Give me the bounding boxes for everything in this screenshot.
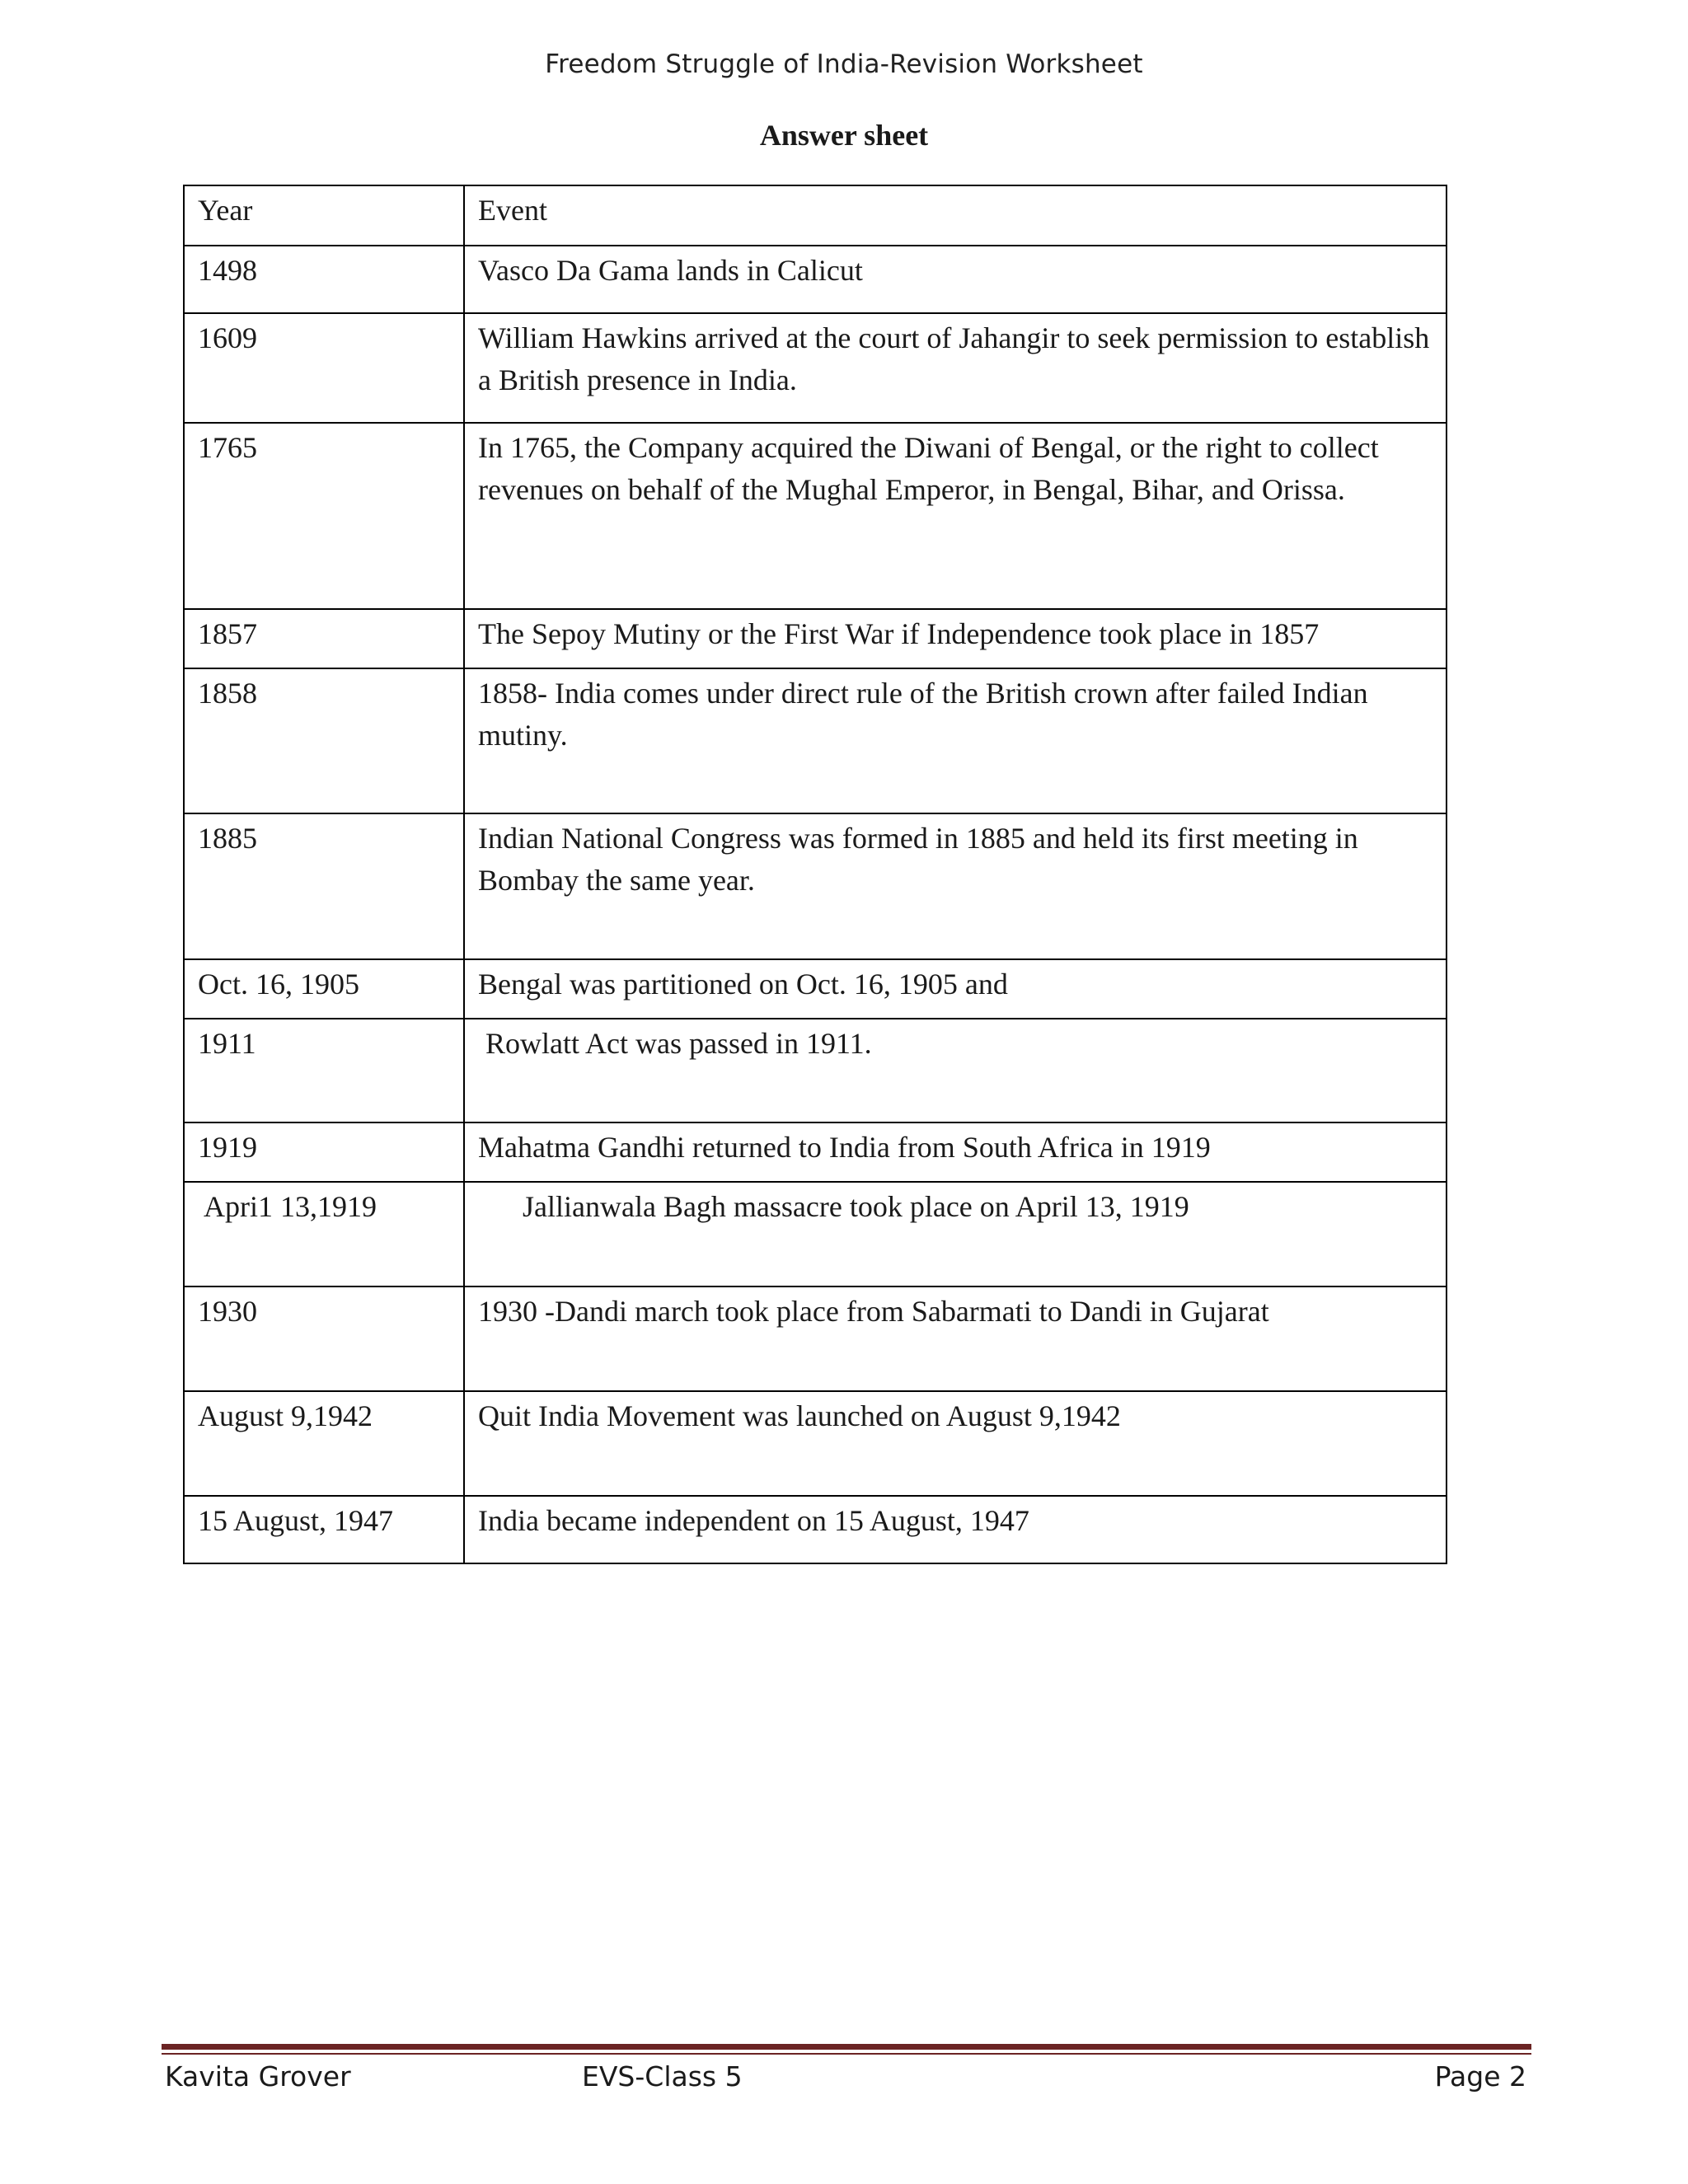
column-header-year: Year (184, 185, 464, 246)
page-title: Answer sheet (759, 119, 929, 152)
footer-author: Kavita Grover (165, 2060, 351, 2093)
year-cell: 1930 (184, 1286, 464, 1391)
event-cell: India became independent on 15 August, 1947 (464, 1496, 1447, 1563)
table-row (184, 1496, 1447, 1563)
year-cell: 15 August, 1947 (184, 1496, 464, 1563)
table-row (184, 609, 1447, 668)
table-row (184, 423, 1447, 609)
table-row (184, 1122, 1447, 1182)
table-row (184, 1182, 1447, 1286)
event-cell: Quit India Movement was launched on August 9,1942 (464, 1391, 1447, 1496)
year-cell: 1498 (184, 246, 464, 313)
table-header-row (184, 185, 1447, 246)
event-cell: Rowlatt Act was passed in 1911. (464, 1019, 1447, 1122)
table-row (184, 668, 1447, 813)
year-cell: 1765 (184, 423, 464, 609)
year-cell: Apri1 13,1919 (184, 1182, 464, 1286)
event-cell: Jallianwala Bagh massacre took place on April 13, 1919 (464, 1182, 1447, 1286)
event-cell: Indian National Congress was formed in 1885 and held its first meeting in Bombay the same year. (464, 813, 1447, 959)
event-cell: Bengal was partitioned on Oct. 16, 1905 and (464, 959, 1447, 1019)
event-cell: The Sepoy Mutiny or the First War if Independence took place in 1857 (464, 609, 1447, 668)
year-cell: 1885 (184, 813, 464, 959)
footer-subject: EVS-Class 5 (582, 2060, 743, 2093)
event-cell: 1930 -Dandi march took place from Sabarmati to Dandi in Gujarat (464, 1286, 1447, 1391)
event-cell: Mahatma Gandhi returned to India from South Africa in 1919 (464, 1122, 1447, 1182)
footer-rule-thin (162, 2053, 1531, 2055)
year-cell: 1857 (184, 609, 464, 668)
table-row (184, 1391, 1447, 1496)
event-cell: In 1765, the Company acquired the Diwani of Bengal, or the right to collect revenues on behalf of the Mughal Emperor, in Bengal, Bihar, and Orissa. (464, 423, 1447, 609)
year-cell: 1911 (184, 1019, 464, 1122)
table-row (184, 1286, 1447, 1391)
event-cell: William Hawkins arrived at the court of Jahangir to seek permission to establish a British presence in India. (464, 313, 1447, 423)
table-row (184, 1019, 1447, 1122)
table-row (184, 959, 1447, 1019)
events-table (183, 185, 1447, 1564)
table-row (184, 813, 1447, 959)
year-cell: 1919 (184, 1122, 464, 1182)
year-cell: 1609 (184, 313, 464, 423)
event-cell: 1858- India comes under direct rule of the British crown after failed Indian mutiny. (464, 668, 1447, 813)
column-header-event: Event (464, 185, 1447, 246)
year-cell: 1858 (184, 668, 464, 813)
event-cell: Vasco Da Gama lands in Calicut (464, 246, 1447, 313)
table-row (184, 246, 1447, 313)
table-row (184, 313, 1447, 423)
running-header: Freedom Struggle of India-Revision Worksheet (545, 49, 1143, 79)
footer-rule (162, 2044, 1531, 2050)
footer-page-number: Page 2 (1434, 2060, 1526, 2093)
year-cell: Oct. 16, 1905 (184, 959, 464, 1019)
year-cell: August 9,1942 (184, 1391, 464, 1496)
